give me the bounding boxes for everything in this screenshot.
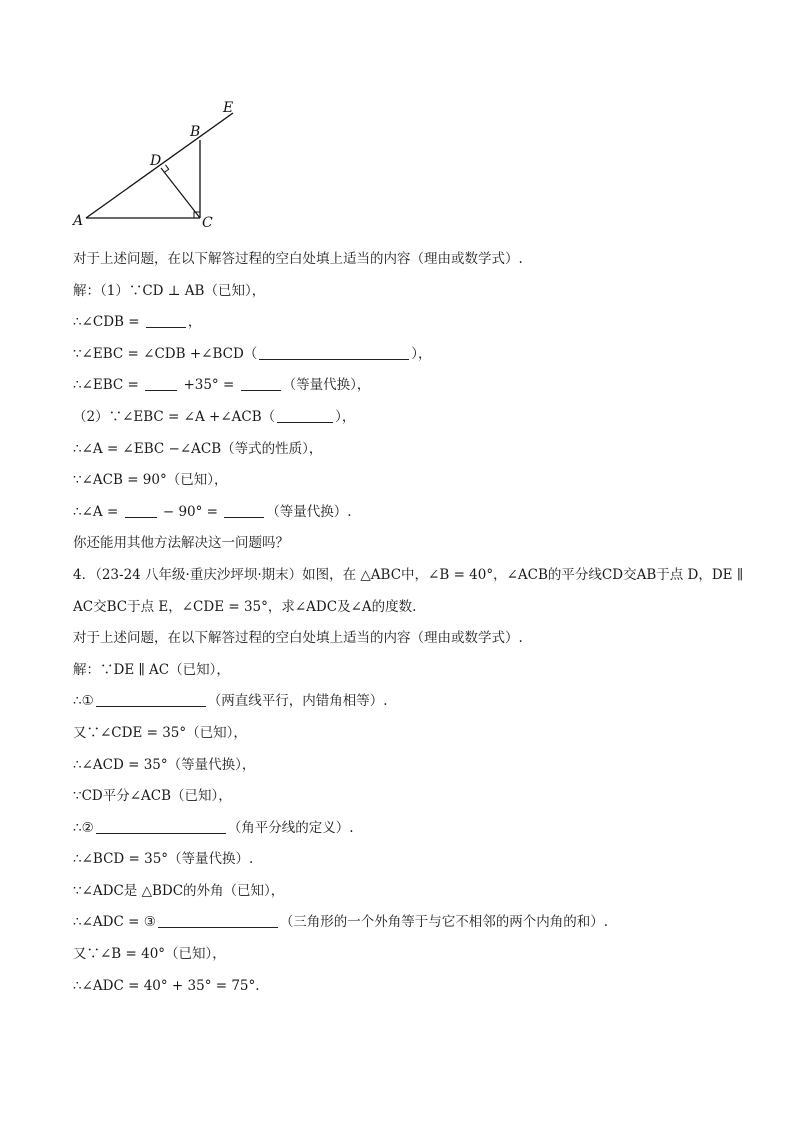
q4-line-3: 又∵∠CDE = 35°（已知）， xyxy=(73,724,247,741)
q3-line-5 xyxy=(73,402,753,434)
answer-blank[interactable] xyxy=(259,345,409,360)
text: ∴∠EBC = xyxy=(73,377,144,394)
text: − 90° = xyxy=(158,503,223,520)
text: ∴∠CDB = xyxy=(73,314,144,331)
text: ∴∠ADC = ③ xyxy=(73,914,156,931)
label-B: B xyxy=(190,124,201,140)
text: ）， xyxy=(411,345,432,362)
q4-line-5: ∵CD平分∠ACB（已知）， xyxy=(73,788,232,805)
q4-line-10: 又∵∠B = 40°（已知）， xyxy=(73,946,226,963)
q4-line-6 xyxy=(73,813,753,845)
q3-line-6: ∴∠A = ∠EBC −∠ACB（等式的性质）， xyxy=(73,440,323,457)
q4-line-1: 解：∵DE ∥ AC（已知）， xyxy=(73,661,230,678)
text: +35° = xyxy=(179,377,239,394)
text: ）， xyxy=(335,408,356,425)
q3-line-4 xyxy=(73,370,753,402)
geometry-figure xyxy=(60,98,260,236)
text: ∴② xyxy=(73,819,94,836)
solution-text xyxy=(73,244,753,1002)
q4-stem-2: AC交BC于点 E，∠CDE = 35°，求∠ADC及∠A的度数. xyxy=(73,598,417,615)
text: （2）∵∠EBC = ∠A +∠ACB（ xyxy=(73,408,276,425)
q3-line-3 xyxy=(73,339,753,371)
triangle-diagram xyxy=(60,98,260,236)
q4-line-2 xyxy=(73,686,753,718)
q4-line-9 xyxy=(73,907,753,939)
answer-blank[interactable] xyxy=(96,819,226,834)
segment-CD xyxy=(161,168,200,218)
label-D: D xyxy=(150,153,162,169)
q3-line-1: 解：（1）∵CD ⊥ AB（已知）， xyxy=(73,282,266,299)
answer-blank[interactable] xyxy=(241,376,281,391)
text: （等量代换）， xyxy=(282,377,371,394)
text: （角平分线的定义）. xyxy=(227,819,354,836)
answer-blank[interactable] xyxy=(158,913,278,928)
label-A: A xyxy=(73,213,84,229)
answer-blank[interactable] xyxy=(96,692,206,707)
q4-line-4: ∴∠ACD = 35°（等量代换）， xyxy=(73,756,256,773)
text: ∵∠EBC = ∠CDB +∠BCD（ xyxy=(73,345,258,362)
text: （等量代换）. xyxy=(266,503,352,520)
text: ∴① xyxy=(73,693,94,710)
q4-instruction: 对于上述问题，在以下解答过程的空白处填上适当的内容（理由或数学式）. xyxy=(73,630,523,647)
answer-blank[interactable] xyxy=(277,408,333,423)
answer-blank[interactable] xyxy=(224,503,264,518)
q4-stem-1: 4．（23-24 八年级·重庆沙坪坝·期末）如图，在 △ABC中，∠B = 40°，∠ACB的平分线CD交AB于点 D，DE ∥ xyxy=(73,566,744,583)
text: ， xyxy=(187,314,202,331)
answer-blank[interactable] xyxy=(125,503,157,518)
q4-line-7: ∴∠BCD = 35°（等量代换）. xyxy=(73,851,254,868)
text: （两直线平行，内错角相等）. xyxy=(207,693,388,710)
q3-instruction: 对于上述问题，在以下解答过程的空白处填上适当的内容（理由或数学式）. xyxy=(73,251,523,267)
text: ∴∠A = xyxy=(73,503,123,520)
right-angle-mark-D xyxy=(164,165,169,173)
label-E: E xyxy=(223,100,234,116)
answer-blank[interactable] xyxy=(146,313,186,328)
label-C: C xyxy=(202,215,213,231)
answer-blank[interactable] xyxy=(145,376,177,391)
q3-line-7: ∵∠ACB = 90°（已知）， xyxy=(73,472,228,489)
q3-line-8 xyxy=(73,497,753,529)
q3-line-2 xyxy=(73,307,753,339)
q3-line-9: 你还能用其他方法解决这一问题吗？ xyxy=(73,535,289,552)
text: （三角形的一个外角等于与它不相邻的两个内角的和）. xyxy=(279,914,609,931)
q4-line-11: ∴∠ADC = 40° + 35° = 75°. xyxy=(73,977,260,994)
q4-line-8: ∵∠ADC是 △BDC的外角（已知）， xyxy=(73,882,285,899)
